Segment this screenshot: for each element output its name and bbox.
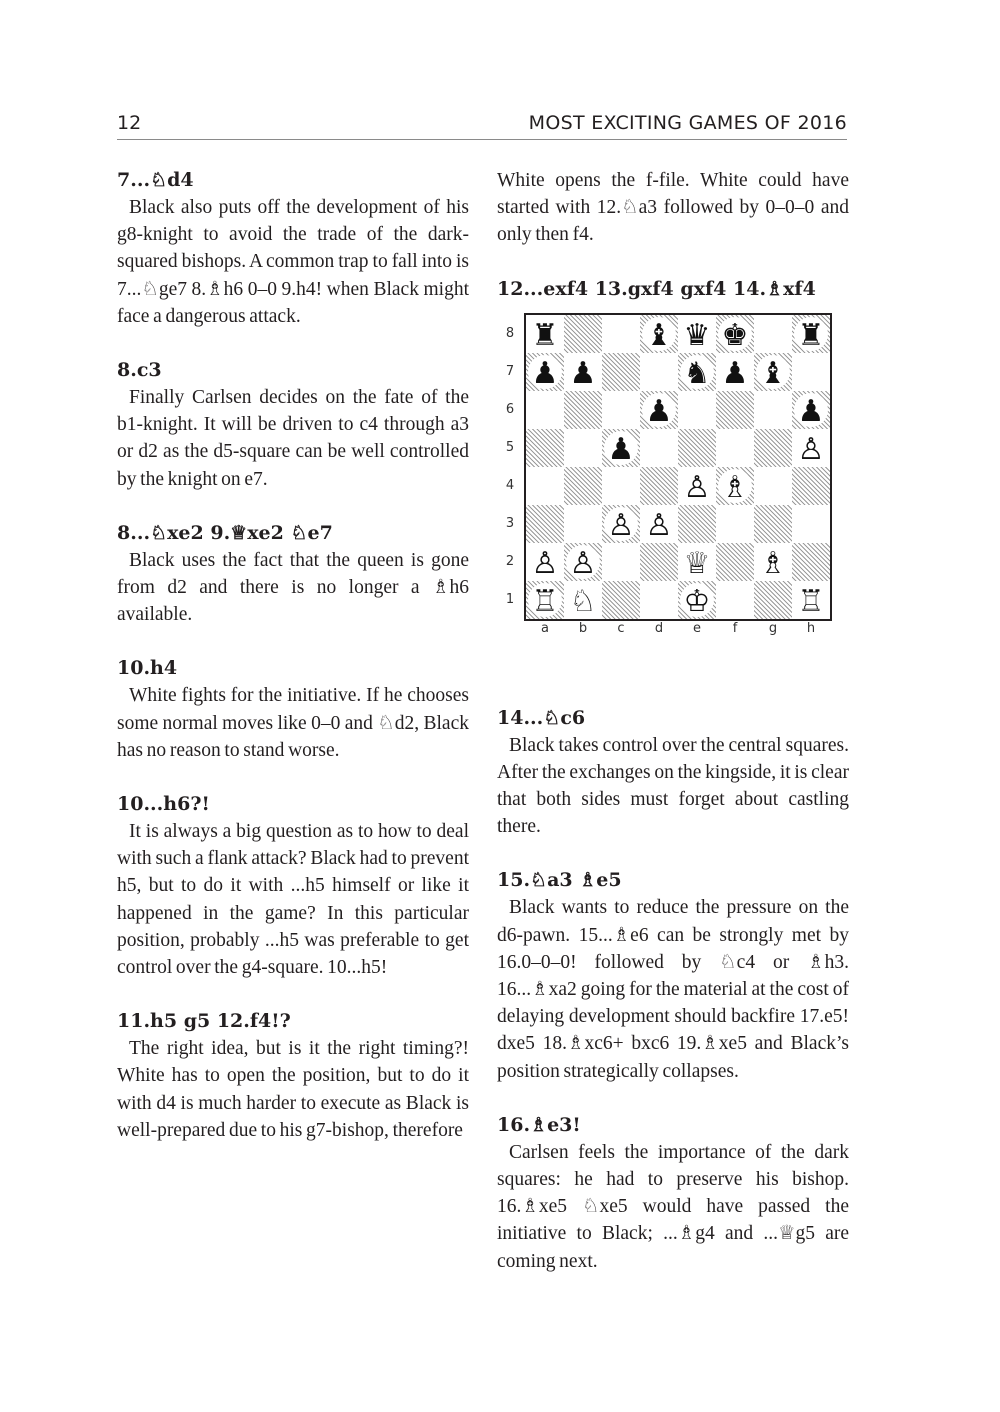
move-heading: 16.♗e3! xyxy=(497,1113,581,1136)
chess-piece-h6: ♟ xyxy=(794,393,828,427)
chess-piece-d3: ♙ xyxy=(642,507,676,541)
file-label: b xyxy=(578,621,588,636)
commentary-paragraph: The right idea, but is it the right timing?! White has to open the position, but to do it with d4 is much harder to execute as Black is well-prepared due to his g7-bishop, therefore xyxy=(117,1038,469,1141)
chess-piece-h5: ♙ xyxy=(794,431,828,465)
commentary-paragraph: Carlsen feels the importance of the dark squares: he had to preserve his bishop. 16.♗xe5 ♘xe5 would have passed the initiative to Black; ...♗g4 and ...♕g5 are coming next. xyxy=(497,1141,849,1272)
chess-piece-b1: ♘ xyxy=(566,583,600,617)
right-column xyxy=(497,167,849,1275)
chess-piece-f8: ♚ xyxy=(718,317,752,351)
chess-piece-d6: ♟ xyxy=(642,393,676,427)
commentary-paragraph: It is always a big question as to how to deal with such a flank attack? Black had to prevent h5, but to do it with ...h5 himself or like it happened in the game? In this particular position, probably ...h5 was preferable to get control over the g4-square. 10...h5! xyxy=(117,821,469,979)
left-column xyxy=(117,167,469,1144)
chess-piece-d8: ♝ xyxy=(642,317,676,351)
file-label: c xyxy=(617,621,625,636)
move-heading: 8.c3 xyxy=(117,359,162,382)
file-label: f xyxy=(732,621,738,636)
rank-label: 8 xyxy=(505,326,515,341)
file-label: a xyxy=(541,621,549,636)
page-header xyxy=(117,112,847,140)
rank-label: 6 xyxy=(505,402,515,417)
chess-piece-b7: ♟ xyxy=(566,355,600,389)
chess-piece-e7: ♞ xyxy=(680,355,714,389)
rank-label: 7 xyxy=(505,364,515,379)
chess-piece-e1: ♔ xyxy=(680,583,714,617)
chess-piece-e4: ♙ xyxy=(680,469,714,503)
rank-label: 2 xyxy=(505,554,515,569)
file-label: d xyxy=(654,621,664,636)
chess-piece-e2: ♕ xyxy=(680,545,714,579)
chess-piece-a8: ♜ xyxy=(528,317,562,351)
page-number: 12 xyxy=(117,112,142,134)
rank-label: 5 xyxy=(505,440,515,455)
move-heading: 14...♘c6 xyxy=(497,706,586,729)
file-label: g xyxy=(768,621,778,636)
move-heading: 11.h5 g5 12.f4!? xyxy=(117,1010,291,1033)
move-heading: 10...h6?! xyxy=(117,793,210,816)
commentary-paragraph: Black uses the fact that the queen is gone from d2 and there is no longer a ♗h6 available. xyxy=(117,549,469,626)
chess-piece-c3: ♙ xyxy=(604,507,638,541)
move-heading: 10.h4 xyxy=(117,657,178,680)
chess-piece-g7: ♝ xyxy=(756,355,790,389)
chess-piece-a7: ♟ xyxy=(528,355,562,389)
rank-label: 1 xyxy=(505,592,515,607)
chess-piece-e8: ♛ xyxy=(680,317,714,351)
move-heading: 7...♘d4 xyxy=(117,169,194,191)
commentary-paragraph: White fights for the initiative. If he chooses some normal moves like 0–0 and ♘d2, Black has no reason to stand worse. xyxy=(117,685,469,761)
commentary-paragraph: Black wants to reduce the pressure on the d6-pawn. 15...♗e6 can be strongly met by 16.0–0–0! followed by ♘c4 or ♗h3. 16...♗xa2 going for the material at the cost of delaying development should backfire 17.e5! dxe5 18.♗xc6+ bxc6 19.♗xe5 and Black’s position strategically collapses. xyxy=(497,897,849,1082)
chess-piece-g2: ♗ xyxy=(756,545,790,579)
move-heading: 15.♘a3 ♗e5 xyxy=(497,869,622,892)
chess-piece-f4: ♗ xyxy=(718,469,752,503)
chess-piece-h8: ♜ xyxy=(794,317,828,351)
diagram-heading: 12...exf4 13.gxf4 gxf4 14.♗xf4 xyxy=(497,277,816,300)
chess-piece-a2: ♙ xyxy=(528,545,562,579)
chess-piece-a1: ♖ xyxy=(528,583,562,617)
chess-piece-h1: ♖ xyxy=(794,583,828,617)
continuation-paragraph: White opens the f-file. White could have started with 12.♘a3 followed by 0–0–0 and only then f4. xyxy=(497,170,849,246)
move-heading: 8...♘xe2 9.♕xe2 ♘e7 xyxy=(117,521,333,544)
commentary-paragraph: Black also puts off the development of his g8-knight to avoid the trade of the dark-squared bishops. A common trap to fall into is 7...♘ge7 8.♗h6 0–0 9.h4! when Black might face a dangerous attack. xyxy=(117,197,469,327)
commentary-paragraph: Finally Carlsen decides on the fate of the b1-knight. It will be driven to c4 through a3 or d2 as the d5-square can be well controlled by the knight on e7. xyxy=(117,387,469,490)
running-title: MOST EXCITING GAMES OF 2016 xyxy=(528,112,847,134)
chess-piece-c5: ♟ xyxy=(604,431,638,465)
file-label: h xyxy=(806,621,816,636)
chess-piece-f7: ♟ xyxy=(718,355,752,389)
chess-piece-b2: ♙ xyxy=(566,545,600,579)
file-label: e xyxy=(693,621,701,636)
commentary-paragraph: Black takes control over the central squares. After the exchanges on the kingside, it is clear that both sides must forget about castling there. xyxy=(497,734,849,838)
rank-label: 4 xyxy=(505,478,515,493)
rank-label: 3 xyxy=(505,516,515,531)
